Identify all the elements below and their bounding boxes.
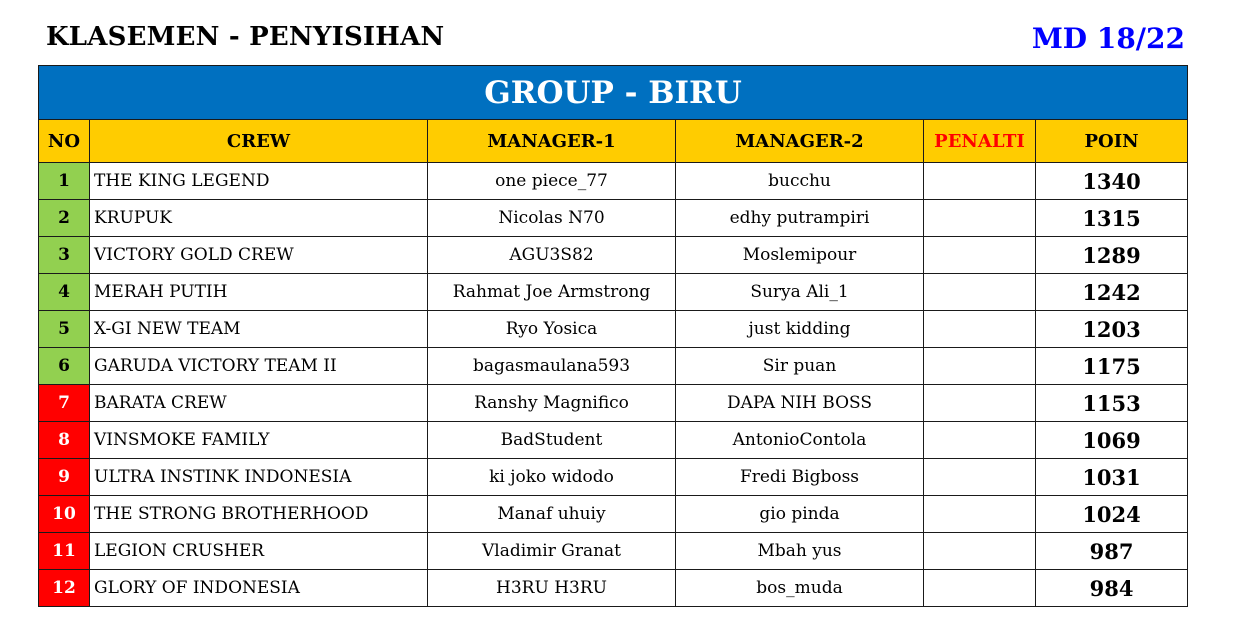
manager-1-cell: bagasmaulana593 xyxy=(428,348,676,385)
matchday-label: MD 18/22 xyxy=(1031,22,1185,55)
penalty-cell xyxy=(924,237,1036,274)
column-header-penalty: PENALTI xyxy=(924,120,1036,163)
table-row xyxy=(39,570,1188,607)
group-title: GROUP - BIRU xyxy=(39,66,1188,120)
manager-1-cell: Ryo Yosica xyxy=(428,311,676,348)
points-cell: 1289 xyxy=(1036,237,1188,274)
manager-1-cell: BadStudent xyxy=(428,422,676,459)
rank-cell: 6 xyxy=(39,348,90,385)
crew-cell: VICTORY GOLD CREW xyxy=(90,237,428,274)
crew-cell: KRUPUK xyxy=(90,200,428,237)
crew-cell: LEGION CRUSHER xyxy=(90,533,428,570)
penalty-cell xyxy=(924,163,1036,200)
column-header-row xyxy=(39,120,1188,163)
table-row xyxy=(39,459,1188,496)
manager-1-cell: Vladimir Granat xyxy=(428,533,676,570)
manager-1-cell: AGU3S82 xyxy=(428,237,676,274)
rank-cell: 5 xyxy=(39,311,90,348)
penalty-cell xyxy=(924,385,1036,422)
page-title: KLASEMEN - PENYISIHAN xyxy=(46,22,445,52)
standings-table xyxy=(38,65,1188,607)
points-cell: 987 xyxy=(1036,533,1188,570)
points-cell: 1340 xyxy=(1036,163,1188,200)
penalty-cell xyxy=(924,570,1036,607)
penalty-cell xyxy=(924,533,1036,570)
penalty-cell xyxy=(924,459,1036,496)
crew-cell: BARATA CREW xyxy=(90,385,428,422)
manager-2-cell: bos_muda xyxy=(676,570,924,607)
table-row xyxy=(39,311,1188,348)
points-cell: 1175 xyxy=(1036,348,1188,385)
points-cell: 984 xyxy=(1036,570,1188,607)
manager-1-cell: H3RU H3RU xyxy=(428,570,676,607)
points-cell: 1069 xyxy=(1036,422,1188,459)
manager-2-cell: AntonioContola xyxy=(676,422,924,459)
group-banner-row xyxy=(39,66,1188,120)
crew-cell: VINSMOKE FAMILY xyxy=(90,422,428,459)
penalty-cell xyxy=(924,496,1036,533)
manager-1-cell: one piece_77 xyxy=(428,163,676,200)
manager-2-cell: gio pinda xyxy=(676,496,924,533)
column-header-manager-1: MANAGER-1 xyxy=(428,120,676,163)
rank-cell: 11 xyxy=(39,533,90,570)
column-header-no: NO xyxy=(39,120,90,163)
points-cell: 1242 xyxy=(1036,274,1188,311)
column-header-points: POIN xyxy=(1036,120,1188,163)
rank-cell: 7 xyxy=(39,385,90,422)
manager-2-cell: Surya Ali_1 xyxy=(676,274,924,311)
manager-2-cell: Fredi Bigboss xyxy=(676,459,924,496)
crew-cell: X-GI NEW TEAM xyxy=(90,311,428,348)
manager-2-cell: just kidding xyxy=(676,311,924,348)
table-row xyxy=(39,496,1188,533)
rank-cell: 12 xyxy=(39,570,90,607)
rank-cell: 3 xyxy=(39,237,90,274)
points-cell: 1153 xyxy=(1036,385,1188,422)
rank-cell: 9 xyxy=(39,459,90,496)
manager-2-cell: bucchu xyxy=(676,163,924,200)
manager-2-cell: edhy putrampiri xyxy=(676,200,924,237)
column-header-crew: CREW xyxy=(90,120,428,163)
penalty-cell xyxy=(924,422,1036,459)
crew-cell: MERAH PUTIH xyxy=(90,274,428,311)
manager-1-cell: Ranshy Magnifico xyxy=(428,385,676,422)
manager-2-cell: Sir puan xyxy=(676,348,924,385)
table-row xyxy=(39,385,1188,422)
rank-cell: 4 xyxy=(39,274,90,311)
rank-cell: 2 xyxy=(39,200,90,237)
rank-cell: 10 xyxy=(39,496,90,533)
manager-1-cell: Nicolas N70 xyxy=(428,200,676,237)
manager-2-cell: Mbah yus xyxy=(676,533,924,570)
crew-cell: GLORY OF INDONESIA xyxy=(90,570,428,607)
crew-cell: ULTRA INSTINK INDONESIA xyxy=(90,459,428,496)
penalty-cell xyxy=(924,274,1036,311)
crew-cell: GARUDA VICTORY TEAM II xyxy=(90,348,428,385)
table-row xyxy=(39,533,1188,570)
manager-1-cell: Manaf uhuiy xyxy=(428,496,676,533)
manager-1-cell: ki joko widodo xyxy=(428,459,676,496)
penalty-cell xyxy=(924,311,1036,348)
penalty-cell xyxy=(924,200,1036,237)
points-cell: 1315 xyxy=(1036,200,1188,237)
table-row xyxy=(39,237,1188,274)
table-row xyxy=(39,422,1188,459)
points-cell: 1031 xyxy=(1036,459,1188,496)
crew-cell: THE STRONG BROTHERHOOD xyxy=(90,496,428,533)
penalty-cell xyxy=(924,348,1036,385)
table-row xyxy=(39,348,1188,385)
crew-cell: THE KING LEGEND xyxy=(90,163,428,200)
points-cell: 1024 xyxy=(1036,496,1188,533)
rank-cell: 8 xyxy=(39,422,90,459)
points-cell: 1203 xyxy=(1036,311,1188,348)
manager-2-cell: DAPA NIH BOSS xyxy=(676,385,924,422)
column-header-manager-2: MANAGER-2 xyxy=(676,120,924,163)
manager-2-cell: Moslemipour xyxy=(676,237,924,274)
manager-1-cell: Rahmat Joe Armstrong xyxy=(428,274,676,311)
rank-cell: 1 xyxy=(39,163,90,200)
table-row xyxy=(39,274,1188,311)
table-row xyxy=(39,163,1188,200)
table-row xyxy=(39,200,1188,237)
